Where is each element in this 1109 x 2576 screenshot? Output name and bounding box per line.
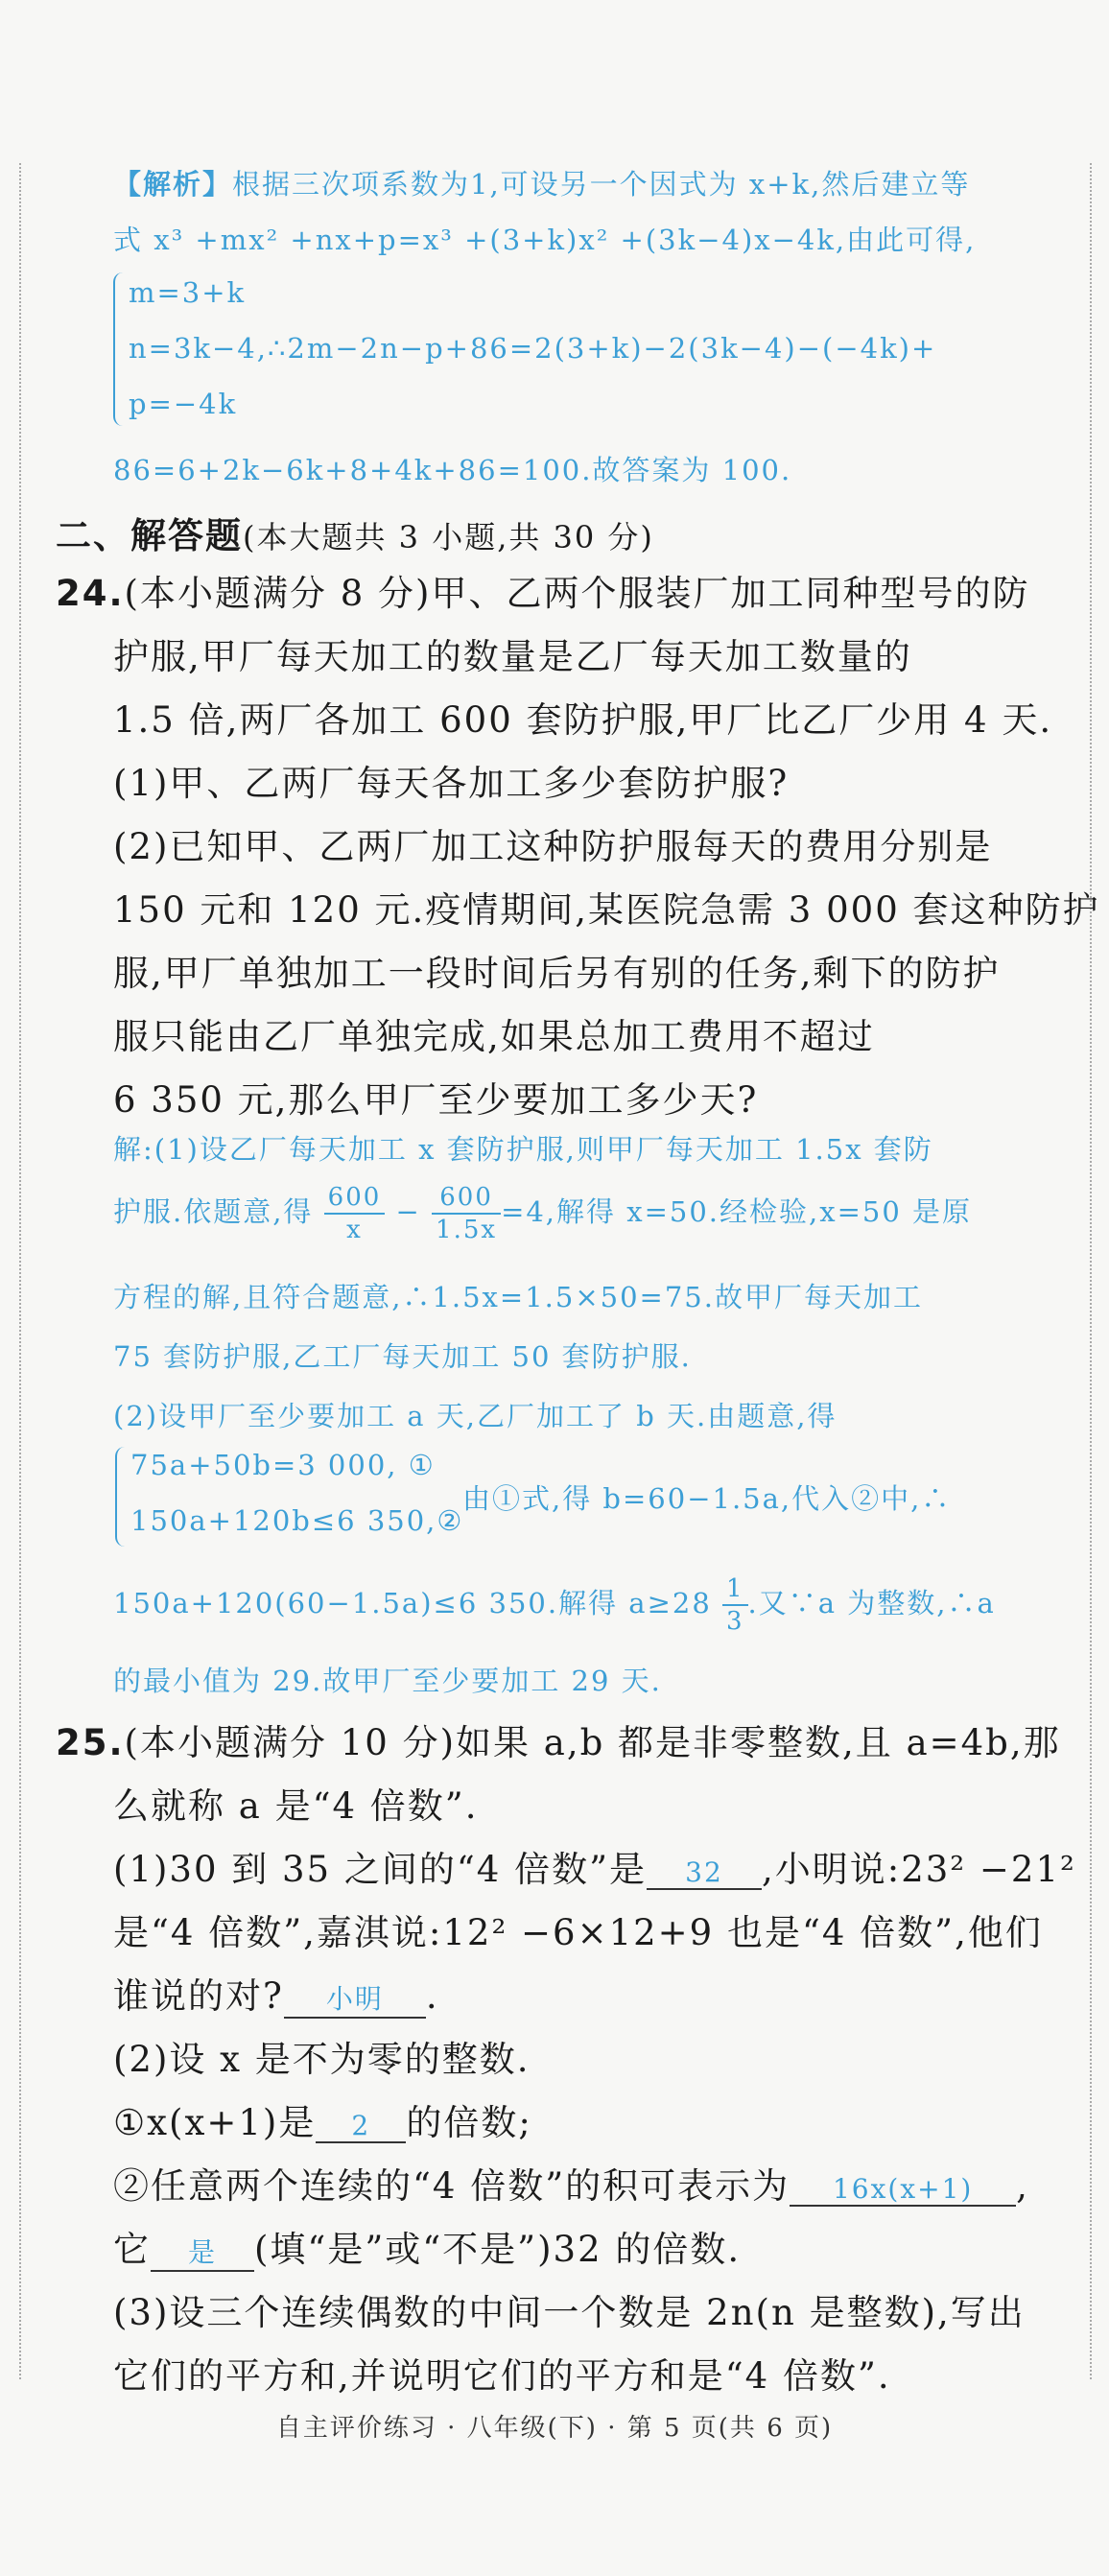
q24-part2-line-5: 6 350 元,那么甲厂至少要加工多少天? [113, 1079, 759, 1121]
analysis-line-2: 式 x³ +mx² +nx+p=x³ +(3+k)x² +(3k−4)x−4k,由此可得, [113, 224, 977, 256]
q25-part2-item-2-cont: 它 是 (填“是”或“不是”)32 的倍数. [113, 2229, 742, 2270]
answer-blank-1[interactable]: 32 [647, 1856, 762, 1890]
answer-blank-5[interactable]: 是 [151, 2232, 254, 2272]
q24-part2-line-1: (2)已知甲、乙两厂加工这种防护服每天的费用分别是 [113, 826, 993, 867]
analysis-line-6: 86=6+2k−6k+8+4k+86=100.故答案为 100. [113, 454, 792, 486]
fraction-600-over-x: $\frac{600}{x}$ [324, 1182, 386, 1245]
q24-system-line-2: 150a+120b≤6 350,② [130, 1504, 464, 1537]
answer-blank-4[interactable]: 16x(x+1) [790, 2173, 1016, 2207]
q24-solution-line-7: 150a+120(60−1.5a)≤6 350.解得 a≥28 $\frac{1}{3}$ .又∵a 为整数,∴a [113, 1574, 996, 1636]
fraction-one-third: $\frac{1}{3}$ [722, 1573, 748, 1637]
q25-part2: (2)设 x 是不为零的整数. [113, 2039, 531, 2080]
q25-part1-line-3: 谁说的对? 小明 . [113, 1975, 439, 2017]
margin-dotted-line-right [1090, 163, 1092, 2379]
analysis-tag: 【解析】 [113, 168, 233, 201]
page-footer: 自主评价练习 · 八年级(下) · 第 5 页(共 6 页) [275, 2414, 834, 2443]
q24-solution-line-4: 75 套防护服,乙工厂每天加工 50 套防护服. [113, 1340, 692, 1373]
analysis-system-line-2: n=3k−4,∴2m−2n−p+86=2(3+k)−2(3k−4)−(−4k)+ [129, 332, 937, 365]
q24-system-line-1: 75a+50b=3 000, ① [130, 1449, 436, 1481]
q25-part2-item-2: ②任意两个连续的“4 倍数”的积可表示为 16x(x+1) , [113, 2165, 1029, 2207]
q24-number: 24. [56, 573, 125, 614]
q24-line-1: 24.(本小题满分 8 分)甲、乙两个服装厂加工同种型号的防 [56, 573, 1030, 614]
q25-part3-line-1: (3)设三个连续偶数的中间一个数是 2n(n 是整数),写出 [113, 2292, 1026, 2333]
q24-part2-line-2: 150 元和 120 元.疫情期间,某医院急需 3 000 套这种防护 [113, 889, 1100, 931]
answer-blank-2[interactable]: 小明 [284, 1978, 426, 2019]
q25-line-1: 25.(本小题满分 10 分)如果 a,b 都是非零整数,且 a=4b,那 [56, 1722, 1061, 1763]
q24-solution-line-6: 由①式,得 b=60−1.5a,代入②中,∴ [462, 1482, 952, 1515]
q24-solution-line-1: 解:(1)设乙厂每天加工 x 套防护服,则甲厂每天加工 1.5x 套防 [113, 1133, 933, 1166]
q25-line-2: 么就称 a 是“4 倍数”. [113, 1785, 479, 1827]
analysis-system-brace [113, 272, 125, 426]
q24-solution-line-3: 方程的解,且符合题意,∴1.5x=1.5×50=75.故甲厂每天加工 [113, 1281, 923, 1313]
fraction-600-over-1-5x: $\frac{600}{1.5x}$ [432, 1182, 501, 1245]
q24-part2-line-3: 服,甲厂单独加工一段时间后另有别的任务,剩下的防护 [113, 953, 1001, 994]
answer-blank-3[interactable]: 2 [316, 2110, 406, 2143]
analysis-system-line-3: p=−4k [129, 388, 238, 420]
analysis-line-1: 【解析】根据三次项系数为1,可设另一个因式为 x+k,然后建立等 [113, 168, 971, 201]
q24-solution-line-2: 护服.依题意,得 $\frac{600}{x}$ − $\frac{600}{1.5x}$ =4,解得 x=50.经检验,x=50 是原 [113, 1183, 973, 1244]
q25-number: 25. [56, 1722, 125, 1763]
q24-part2-line-4: 服只能由乙厂单独完成,如果总加工费用不超过 [113, 1016, 875, 1057]
q24-line-3: 1.5 倍,两厂各加工 600 套防护服,甲厂比乙厂少用 4 天. [113, 699, 1053, 741]
q24-solution-line-5: (2)设甲厂至少要加工 a 天,乙厂加工了 b 天.由题意,得 [113, 1400, 838, 1432]
q24-system-brace [115, 1447, 127, 1547]
q25-part2-item-1: ①x(x+1)是 2 的倍数; [113, 2102, 532, 2143]
q25-part1-line-1: (1)30 到 35 之间的“4 倍数”是 32 ,小明说:23² −21² [113, 1849, 1076, 1890]
q24-line-2: 护服,甲厂每天加工的数量是乙厂每天加工数量的 [113, 636, 912, 677]
section-heading: 二、解答题(本大题共 3 小题,共 30 分) [56, 514, 654, 556]
q25-part3-line-2: 它们的平方和,并说明它们的平方和是“4 倍数”. [113, 2355, 891, 2397]
q24-solution-line-8: 的最小值为 29.故甲厂至少要加工 29 天. [113, 1665, 662, 1697]
margin-dotted-line-left [19, 163, 21, 2379]
analysis-system-line-1: m=3+k [129, 276, 247, 309]
q25-part1-line-2: 是“4 倍数”,嘉淇说:12² −6×12+9 也是“4 倍数”,他们 [113, 1912, 1043, 1953]
q24-part1: (1)甲、乙两厂每天各加工多少套防护服? [113, 763, 790, 804]
